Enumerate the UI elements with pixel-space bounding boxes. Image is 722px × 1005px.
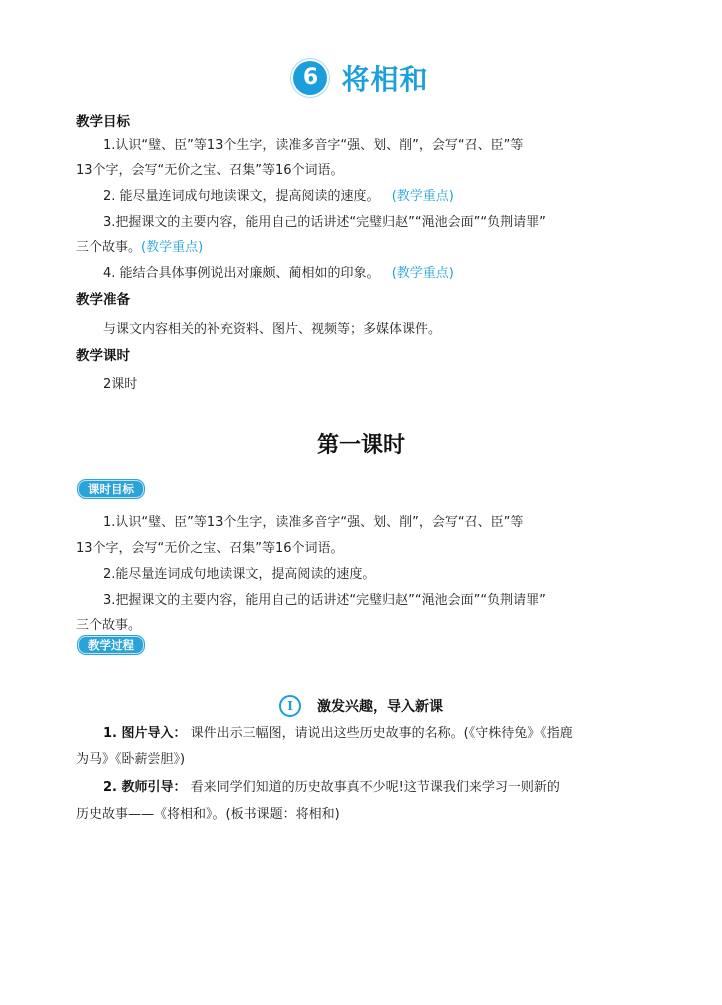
goal-4 — [103, 262, 454, 281]
lesson-goal-tag: 课时目标 — [78, 480, 144, 498]
part-number-icon: I — [279, 695, 301, 717]
lesson-number-badge: 6 — [293, 61, 327, 95]
step-2-line-2: 历史故事——《将相和》。(板书课题：将相和) — [76, 807, 340, 822]
lesson-goal-1-line-1: 1.认识“璧、臣”等13个生字，读准多音字“强、划、削”，会写“召、臣”等 — [103, 515, 524, 530]
prep-heading: 教学准备 — [76, 292, 130, 308]
step-2-text: 看来同学们知道的历史故事真不少呢!这节课我们来学习一则新的 — [186, 780, 560, 795]
lesson-goal-3-line-1: 3.把握课文的主要内容，能用自己的话讲述“完璧归赵”“渑池会面”“负荆请罪” — [103, 593, 546, 608]
prep-text: 与课文内容相关的补充资料、图片、视频等；多媒体课件。 — [103, 322, 442, 337]
process-tag: 教学过程 — [78, 636, 144, 654]
lesson-goal-3-line-2: 三个故事。 — [76, 618, 142, 633]
goal-2-key-mark: (教学重点) — [391, 189, 454, 204]
step-1-text: 课件出示三幅图，请说出这些历史故事的名称。(《守株待兔》《指鹿 — [186, 726, 573, 741]
goal-3-line-1: 3.把握课文的主要内容，能用自己的话讲述“完璧归赵”“渑池会面”“负荆请罪” — [103, 215, 546, 230]
goal-3-text: 三个故事。 — [76, 240, 142, 255]
lesson-title: 将相和 — [341, 63, 429, 96]
first-lesson-title: 第一课时 — [316, 432, 405, 458]
goal-2-text: 2. 能尽量连词成句地读课文，提高阅读的速度。 — [103, 189, 380, 204]
lesson-goal-2: 2.能尽量连词成句地读课文，提高阅读的速度。 — [103, 567, 376, 582]
step-2-line-1 — [103, 776, 560, 795]
goal-3-line-2 — [76, 236, 203, 255]
part-heading — [0, 695, 722, 717]
step-1-line-1 — [103, 722, 573, 741]
step-2-lead: 2. 教师引导： — [103, 780, 187, 795]
lesson-goal-1-line-2: 13个字，会写“无价之宝、召集”等16个词语。 — [76, 541, 344, 556]
lesson-header — [0, 52, 722, 104]
goal-1-line-1: 1.认识“璧、臣”等13个生字，读准多音字“强、划、削”，会写“召、臣”等 — [103, 138, 524, 153]
step-1-line-2: 为马》《卧薪尝胆》) — [76, 752, 186, 767]
goals-heading: 教学目标 — [76, 114, 130, 130]
goal-1-line-2: 13个字，会写“无价之宝、召集”等16个词语。 — [76, 163, 344, 178]
step-1-lead: 1. 图片导入： — [103, 726, 187, 741]
goal-4-key-mark: (教学重点) — [391, 266, 454, 281]
part-title: 激发兴趣，导入新课 — [317, 699, 443, 715]
hours-heading: 教学课时 — [76, 348, 130, 364]
goal-4-text: 4. 能结合具体事例说出对廉颇、蔺相如的印象。 — [103, 266, 380, 281]
goal-3-key-mark: (教学重点) — [141, 240, 204, 255]
hours-text: 2课时 — [103, 377, 138, 392]
goal-2 — [103, 185, 454, 204]
